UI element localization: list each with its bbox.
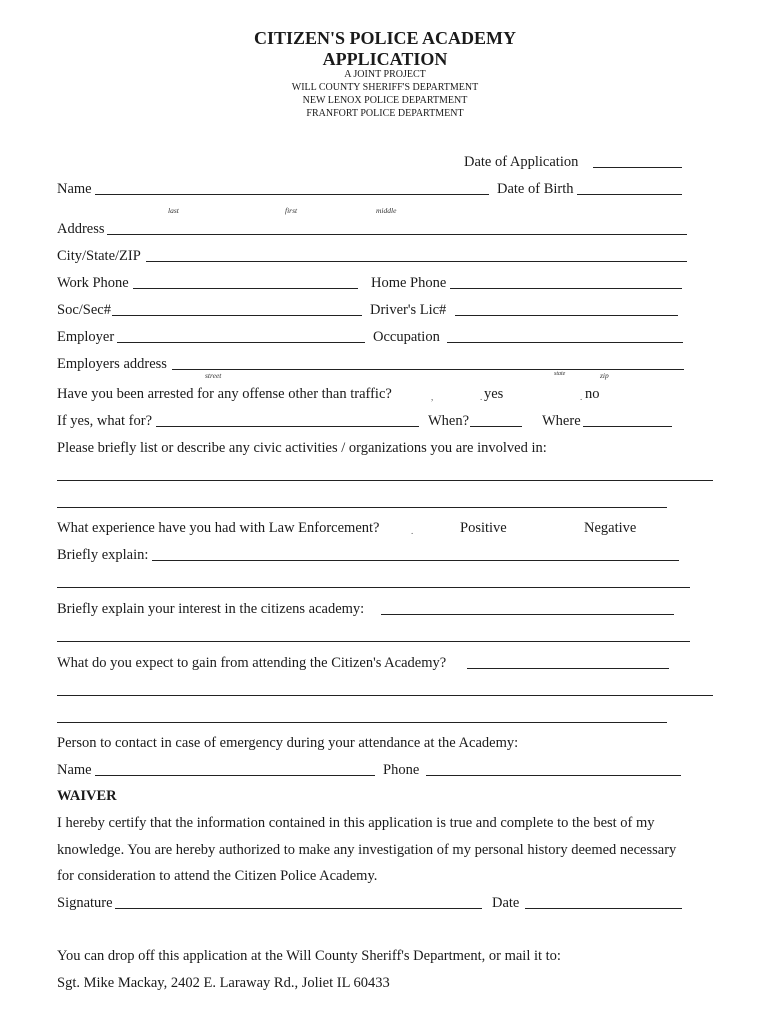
occupation-label: Occupation — [373, 329, 440, 345]
emergency-name-field[interactable] — [95, 775, 375, 776]
gain-line-3[interactable] — [57, 722, 667, 723]
employers-address-label: Employers address — [57, 356, 167, 372]
briefly-explain-line-2[interactable] — [57, 587, 690, 588]
positive-option[interactable]: Positive — [460, 520, 507, 536]
date-of-application-label: Date of Application — [464, 154, 579, 170]
employer-field[interactable] — [117, 342, 365, 343]
negative-option[interactable]: Negative — [584, 520, 637, 536]
drivers-lic-label: Driver's Lic# — [370, 302, 447, 318]
where-label: Where — [542, 413, 581, 429]
emergency-phone-field[interactable] — [426, 775, 681, 776]
if-yes-label: If yes, what for? — [57, 413, 153, 429]
home-phone-label: Home Phone — [371, 275, 447, 291]
work-phone-label: Work Phone — [57, 275, 129, 291]
header-will-county: WILL COUNTY SHERIFF'S DEPARTMENT — [291, 82, 479, 93]
arrested-question: Have you been arrested for any offense other than traffic? — [57, 386, 392, 402]
arrested-checkbox-mark[interactable]: , — [431, 392, 434, 402]
when-label: When? — [428, 413, 470, 429]
drivers-lic-field[interactable] — [455, 315, 678, 316]
soc-sec-field[interactable] — [112, 315, 362, 316]
emergency-question: Person to contact in case of emergency during your attendance at the Academy: — [57, 735, 519, 751]
name-hint-first: first — [285, 206, 298, 215]
name-hint-last: last — [168, 206, 179, 215]
when-field[interactable] — [470, 426, 522, 427]
briefly-explain-field[interactable] — [152, 560, 679, 561]
employers-address-hint-street: street — [205, 371, 222, 380]
civic-answer-line-2[interactable] — [57, 507, 667, 508]
if-yes-field[interactable] — [156, 426, 419, 427]
dropoff-instructions: You can drop off this application at the Will County Sheriff's Department, or mail it to: — [57, 948, 561, 964]
signature-label: Signature — [57, 895, 113, 911]
interest-question: Briefly explain your interest in the citizens academy: — [57, 601, 365, 617]
name-label: Name — [57, 181, 92, 197]
law-experience-checkbox-mark[interactable]: . — [411, 526, 414, 536]
interest-line-2[interactable] — [57, 641, 690, 642]
city-state-zip-field[interactable] — [146, 261, 687, 262]
gain-field[interactable] — [467, 668, 669, 669]
name-hint-middle: middle — [376, 206, 397, 215]
signature-date-label: Date — [492, 895, 520, 911]
waiver-text-line-1: I hereby certify that the information contained in this application is true and complete to the best of my — [57, 815, 655, 831]
employers-address-hint-state: state — [554, 371, 566, 377]
header-frankfort: FRANFORT POLICE DEPARTMENT — [306, 108, 464, 119]
signature-field[interactable] — [115, 908, 482, 909]
mailing-address: Sgt. Mike Mackay, 2402 E. Laraway Rd., Joliet IL 60433 — [57, 975, 390, 991]
arrested-yes-label: yes — [484, 386, 504, 402]
signature-date-field[interactable] — [525, 908, 682, 909]
header-joint-project: A JOINT PROJECT — [344, 69, 426, 80]
law-experience-question: What experience have you had with Law Enforcement? — [57, 520, 380, 536]
home-phone-field[interactable] — [450, 288, 682, 289]
work-phone-field[interactable] — [133, 288, 358, 289]
header-new-lenox: NEW LENOX POLICE DEPARTMENT — [302, 95, 468, 106]
name-field[interactable] — [95, 194, 489, 195]
arrested-no-label: no — [585, 386, 600, 402]
emergency-phone-label: Phone — [383, 762, 420, 778]
form-subtitle: APPLICATION — [322, 49, 448, 69]
soc-sec-label: Soc/Sec# — [57, 302, 111, 318]
gain-line-2[interactable] — [57, 695, 713, 696]
interest-field[interactable] — [381, 614, 674, 615]
date-of-birth-field[interactable] — [577, 194, 682, 195]
address-label: Address — [57, 221, 105, 237]
waiver-text-line-2: knowledge. You are hereby authorized to make any investigation of my personal history deemed necessary — [57, 842, 677, 858]
form-title: CITIZEN'S POLICE ACADEMY — [253, 28, 517, 48]
gain-question: What do you expect to gain from attending the Citizen's Academy? — [57, 655, 447, 671]
civic-answer-line-1[interactable] — [57, 480, 713, 481]
address-field[interactable] — [107, 234, 687, 235]
where-field[interactable] — [583, 426, 672, 427]
briefly-explain-label: Briefly explain: — [57, 547, 149, 563]
employers-address-hint-zip: zip — [600, 371, 609, 380]
city-state-zip-label: City/State/ZIP — [57, 248, 141, 264]
occupation-field[interactable] — [447, 342, 683, 343]
arrested-no-checkbox[interactable]: . — [580, 392, 583, 402]
employer-label: Employer — [57, 329, 115, 345]
waiver-text-line-3: for consideration to attend the Citizen Police Academy. — [57, 868, 378, 884]
arrested-yes-checkbox[interactable]: . — [480, 392, 483, 402]
civic-question: Please briefly list or describe any civic activities / organizations you are involved in: — [57, 440, 547, 456]
emergency-name-label: Name — [57, 762, 92, 778]
date-of-application-field[interactable] — [593, 167, 682, 168]
employers-address-field[interactable] — [172, 369, 684, 370]
date-of-birth-label: Date of Birth — [497, 181, 574, 197]
waiver-heading: WAIVER — [57, 788, 117, 804]
